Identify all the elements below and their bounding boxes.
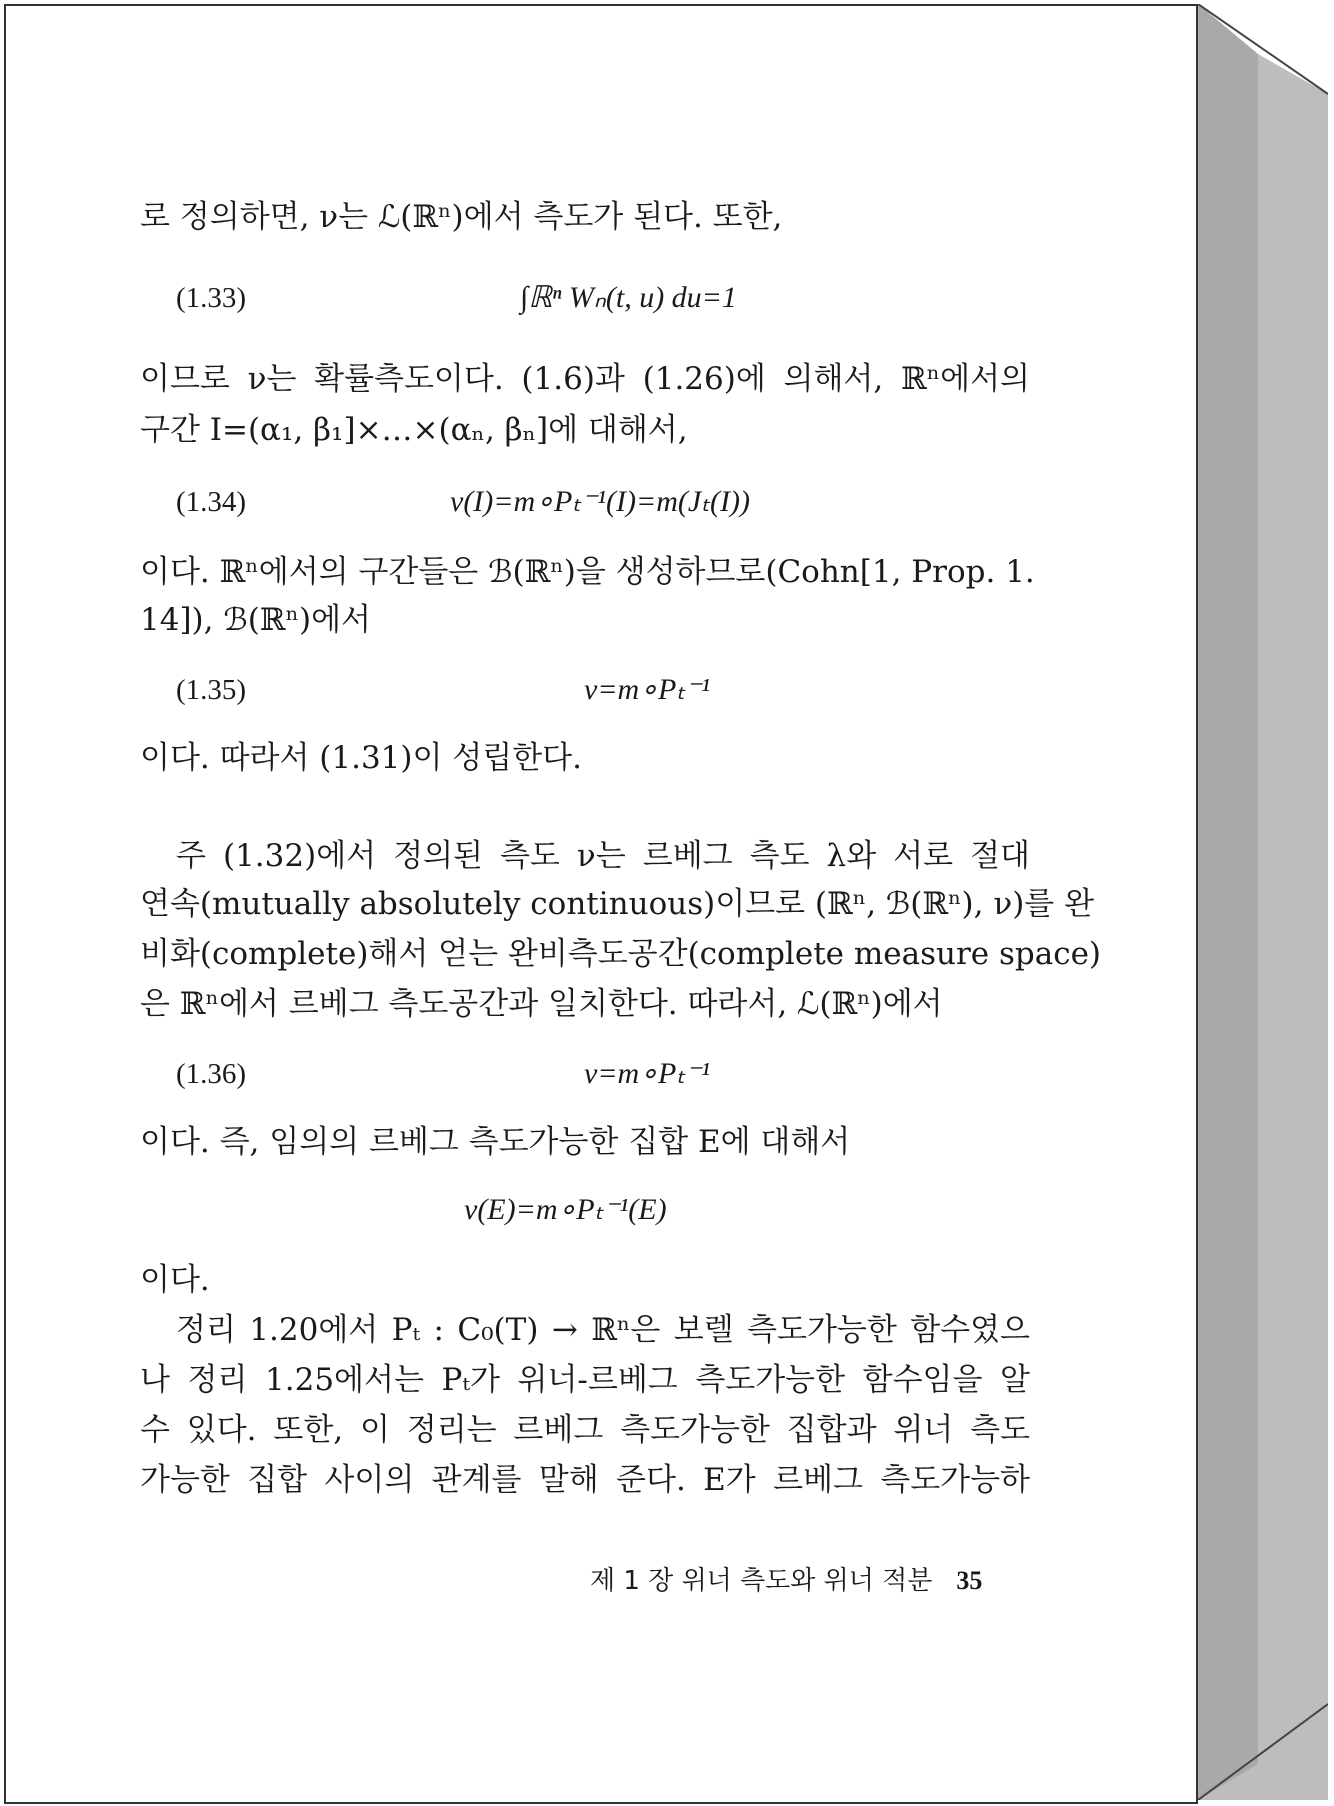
equation-number-1-36: (1.36): [176, 1058, 247, 1090]
equation-number-1-33: (1.33): [176, 282, 247, 314]
text-line-6: 이다. 따라서 (1.31)이 성립한다.: [140, 740, 582, 776]
chapter-title: 제 1 장 위너 측도와 위너 적분: [590, 1566, 933, 1596]
equation-1-33: ∫ℝⁿ Wₙ(t, u) du=1: [520, 281, 737, 314]
equation-1-35: ν=m∘Pₜ⁻¹: [584, 673, 711, 706]
equation-1-36: ν=m∘Pₜ⁻¹: [584, 1057, 711, 1090]
note-paragraph-line-3: 비화(complete)해서 얻는 완비측도공간(complete measure space): [140, 936, 1102, 972]
text-line-5: 14]), ℬ(ℝⁿ)에서: [140, 602, 371, 638]
text-line-11: 이다. 즉, 임의의 르베그 측도가능한 집합 E에 대해서: [140, 1124, 851, 1160]
equation-number-1-34: (1.34): [176, 486, 247, 518]
page-stack-edge: [1198, 4, 1328, 1800]
page-footer: [590, 1564, 982, 1598]
text-line-3: 구간 I=(α₁, β₁]×…×(αₙ, βₙ]에 대해서,: [140, 412, 688, 448]
note-paragraph-line-2: 연속(mutually absolutely continuous)이므로 (ℝⁿ, ℬ(ℝⁿ), ν)를 완: [140, 886, 1095, 922]
equation-1-34: ν(I)=m∘Pₜ⁻¹(I)=m(Jₜ(I)): [450, 485, 750, 518]
page-number: 35: [956, 1566, 983, 1595]
text-line-2: 이므로 ν는 확률측도이다. (1.6)과 (1.26)에 의해서, ℝⁿ에서의: [140, 361, 1030, 397]
note-paragraph-line-4: 은 ℝⁿ에서 르베그 측도공간과 일치한다. 따라서, ℒ(ℝⁿ)에서: [140, 986, 943, 1022]
paragraph-line-2: 나 정리 1.25에서는 Pₜ가 위너-르베그 측도가능한 함수임을 알: [140, 1362, 1030, 1398]
equation-number-1-35: (1.35): [176, 674, 247, 706]
paragraph-line-3: 수 있다. 또한, 이 정리는 르베그 측도가능한 집합과 위너 측도: [140, 1412, 1030, 1448]
text-line-4: 이다. ℝⁿ에서의 구간들은 ℬ(ℝⁿ)을 생성하므로(Cohn[1, Prop. 1.: [140, 554, 1035, 590]
text-line-1: 로 정의하면, ν는 ℒ(ℝⁿ)에서 측도가 된다. 또한,: [140, 199, 783, 235]
paragraph-line-4: 가능한 집합 사이의 관계를 말해 준다. E가 르베그 측도가능하: [140, 1462, 1030, 1498]
text-line-12: 이다.: [140, 1262, 210, 1298]
paragraph-line-1: 정리 1.20에서 Pₜ : C₀(T) → ℝⁿ은 보렐 측도가능한 함수였으: [176, 1312, 1030, 1348]
note-paragraph-line-1: 주 (1.32)에서 정의된 측도 ν는 르베그 측도 λ와 서로 절대: [176, 838, 1030, 874]
equation-unnumbered: ν(E)=m∘Pₜ⁻¹(E): [464, 1193, 667, 1226]
